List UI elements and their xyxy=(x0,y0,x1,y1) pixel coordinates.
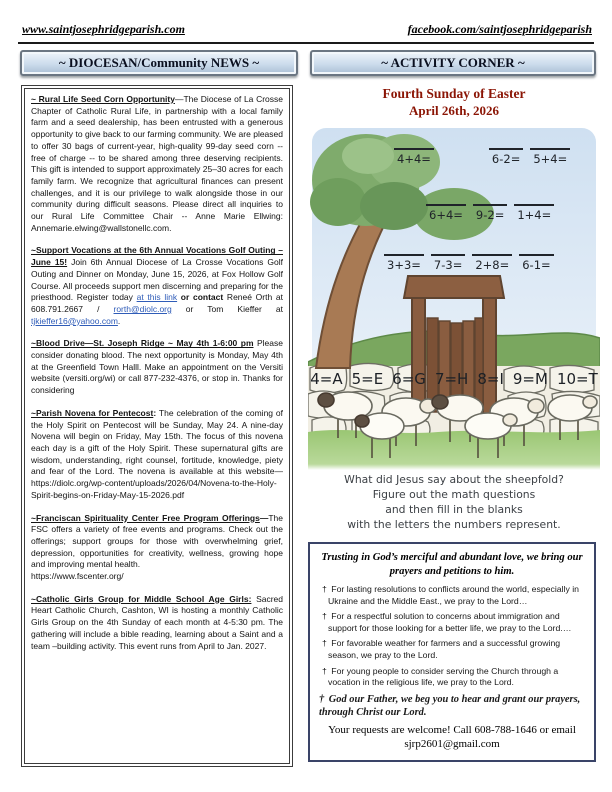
inline-link[interactable]: tjkieffer16@yahoo.com xyxy=(31,315,118,326)
math-problem-blank: 5+4= xyxy=(530,148,570,166)
letter-key-item: 4=A xyxy=(310,370,343,388)
letter-key-item: 8=I xyxy=(477,370,504,388)
prayer-contact-line1: Your requests are welcome! Call 608-788-1646 or email xyxy=(328,723,576,736)
sheepfold-illustration xyxy=(308,126,600,470)
letter-key-item: 9=M xyxy=(512,370,548,388)
text-segment: Sacred Heart Catholic Church, Cashton, WI is hosting a monthly Catholic Girls Group on the 4th Sunday of each month at 4-5:30 pm. The gathering will include a bible reading, learning about a Saint and a team –building activity. This event runs from April to Jan. 2027. xyxy=(31,593,284,651)
math-problem-blank: 9-2= xyxy=(473,204,507,222)
text-segment: The celebration of the coming of the Holy Spirit on Pentecost will be Sunday, May 24. A nine-day Novena will begin on Friday, May 15th. The focus of this novena each day is a gift of the Holy Spirit. These supernatural gifts are wisdom, understanding, right counsel, fortitude, knowledge, piety and fear of the Lord. The novena is available at this website—https://diolc.org/wp-content/uploads/2026/04/Novena-to-the-Holy-Spirit-begins-on-Friday-May-15-2026.pdf xyxy=(31,407,284,500)
math-problem-blank: 6+4= xyxy=(426,204,466,222)
text-segment: Join 6th Annual Diocese of La Crosse Vocations Golf Outing and Dinner on Monday, June 15, 2026, at Fox Hollow Golf Course. All proceeds support men discerning and preparing for the priesthood. Register today xyxy=(31,257,283,303)
news-section xyxy=(31,594,283,653)
math-problem-blank: 7-3= xyxy=(431,254,465,272)
text-segment: Please consider donating blood. The next opportunity is Monday, May 4th at the Greenfield Town Halll. Make an appointment on the Versiti website (versiti.org/wi) or call 877-232-4376, or stop in. Thanks for considering xyxy=(31,338,283,396)
prayer-box xyxy=(308,542,596,762)
petition xyxy=(319,611,585,634)
text-segment: ~ Rural Life Seed Corn Opportunity xyxy=(31,94,175,104)
text-segment: or contact xyxy=(177,292,224,303)
question-line: and then fill in the blanks xyxy=(385,503,523,516)
petition-text: God our Father, we beg you to hear and grant our prayers, through Christ our Lord. xyxy=(319,693,581,718)
text-segment: —The Diocese of La Crosse Chapter of Catholic Rural Life, in partnership with a local family farm and a seed dealership, has been entrusted with a generous opportunity to give back to our farming community. We are pleased to offer 30 bags of current-year, high-quality 99-day seed corn -- free of charge -- to be shared among three deserving recipients. This gift is intended to support approximately 25–30 acres for each family farm. We recognize that agricultural finances can present challenges, and it is our privilege to walk alongside those in our community during difficult seasons. Please direct all inquiries to our Rural Life Committee Chair -- Anne Marie Ellwing: Annemarie.elwing@wallstonellc.com. xyxy=(31,94,283,233)
petition xyxy=(319,584,585,607)
petitions xyxy=(319,584,585,719)
inline-link[interactable]: at this link xyxy=(136,292,178,303)
news-section xyxy=(31,94,283,234)
question-line: Figure out the math questions xyxy=(372,488,536,501)
letter-key xyxy=(308,370,600,388)
letter-key-item: 10=T xyxy=(556,370,598,388)
petition-text: For a respectful solution to concerns about immigration and support for those looking for a better life, we pray to the Lord.… xyxy=(328,611,572,633)
math-problem-blank: 2+8= xyxy=(472,254,512,272)
news-section xyxy=(31,513,283,583)
news-section xyxy=(31,338,283,397)
text-segment: ~Franciscan Spirituality Center Free Program Offerings xyxy=(31,512,260,523)
text-segment: ~Support Vocations at the 6th Annual Vocations Golf Outing – June 15! xyxy=(31,245,283,268)
diocesan-news-header: ~ DIOCESAN/Community NEWS ~ xyxy=(20,50,298,76)
text-segment: — xyxy=(259,512,269,523)
text-segment: ~Blood Drive—St. Joseph Ridge ~ May 4th 1-6:00 pm xyxy=(31,338,254,349)
petition xyxy=(319,666,585,689)
letter-key-item: 6=G xyxy=(392,370,426,388)
parish-website-link[interactable]: www.saintjosephridgeparish.com xyxy=(22,22,185,36)
math-problem-blank: 6-1= xyxy=(519,254,553,272)
text-segment: ~Catholic Girls Group for Middle School Age Girls: xyxy=(31,593,252,604)
news-section xyxy=(31,408,283,502)
text-segment: or Tom Kieffer at xyxy=(171,303,283,314)
cross-icon: † xyxy=(322,584,327,594)
news-section xyxy=(31,245,283,327)
question-line: with the letters the numbers represent. xyxy=(347,518,561,531)
text-segment: The FSC offers a variety of free events and programs. Check out the offerings; support groups for those with overwhelming grief, depression, opportunities for creativity, wellness, growing hope and improving mental health. xyxy=(31,512,283,570)
prayer-contact-email[interactable]: sjrp2601@gmail.com xyxy=(404,737,500,750)
activity-corner-header: ~ ACTIVITY CORNER ~ xyxy=(310,50,596,76)
activity-question xyxy=(308,472,600,532)
math-problem-blank: 1+4= xyxy=(514,204,554,222)
math-problem-blank: 3+3= xyxy=(384,254,424,272)
news-sections xyxy=(24,88,290,764)
sunday-title: Fourth Sunday of Easter xyxy=(382,86,526,101)
text-segment: https://www.fscenter.org/ xyxy=(31,571,124,582)
sunday-date: April 26th, 2026 xyxy=(409,103,499,118)
letter-key-item: 5=E xyxy=(351,370,384,388)
math-problem-blank: 6-2= xyxy=(489,148,523,166)
inline-link[interactable]: rorth@diolc.org xyxy=(113,303,172,314)
text-segment: ~Parish Novena for Pentecost xyxy=(31,407,154,418)
text-segment: : xyxy=(153,407,157,418)
petition xyxy=(319,693,585,719)
math-problems-row xyxy=(394,148,570,166)
math-problems-row xyxy=(426,204,554,222)
prayer-contact xyxy=(319,723,585,751)
gate xyxy=(404,276,504,414)
cross-icon: † xyxy=(322,638,327,649)
cross-icon: † xyxy=(322,611,327,622)
math-problems-row xyxy=(384,254,554,272)
text-segment: . xyxy=(117,315,121,326)
top-divider xyxy=(18,42,594,44)
petition-text: For favorable weather for farmers and a successful growing season, we pray to the Lord. xyxy=(328,638,561,660)
prayer-title: Trusting in God’s merciful and abundant love, we bring our prayers and petitions to him. xyxy=(321,552,583,577)
question-line: What did Jesus say about the sheepfold? xyxy=(344,473,564,486)
petition-text: For lasting resolutions to conflicts around the world, especially in Ukraine and the Middle East., we pray to the Lord… xyxy=(328,584,579,606)
petition xyxy=(319,638,585,661)
cross-icon: † xyxy=(319,693,325,705)
letter-key-item: 7=H xyxy=(434,370,469,388)
grass xyxy=(308,430,600,470)
parish-facebook-link[interactable]: facebook.com/saintjosephridgeparish xyxy=(407,22,592,36)
text-segment: Reneé Orth at 608.791.2667 / xyxy=(31,292,284,314)
cross-icon: † xyxy=(322,665,327,676)
sheepfold-drawing xyxy=(308,126,600,470)
math-problem-blank: 4+4= xyxy=(394,148,434,166)
petition-text: For young people to consider serving the Church through a vocation in the religious life, we pray to the Lord. xyxy=(328,665,559,688)
